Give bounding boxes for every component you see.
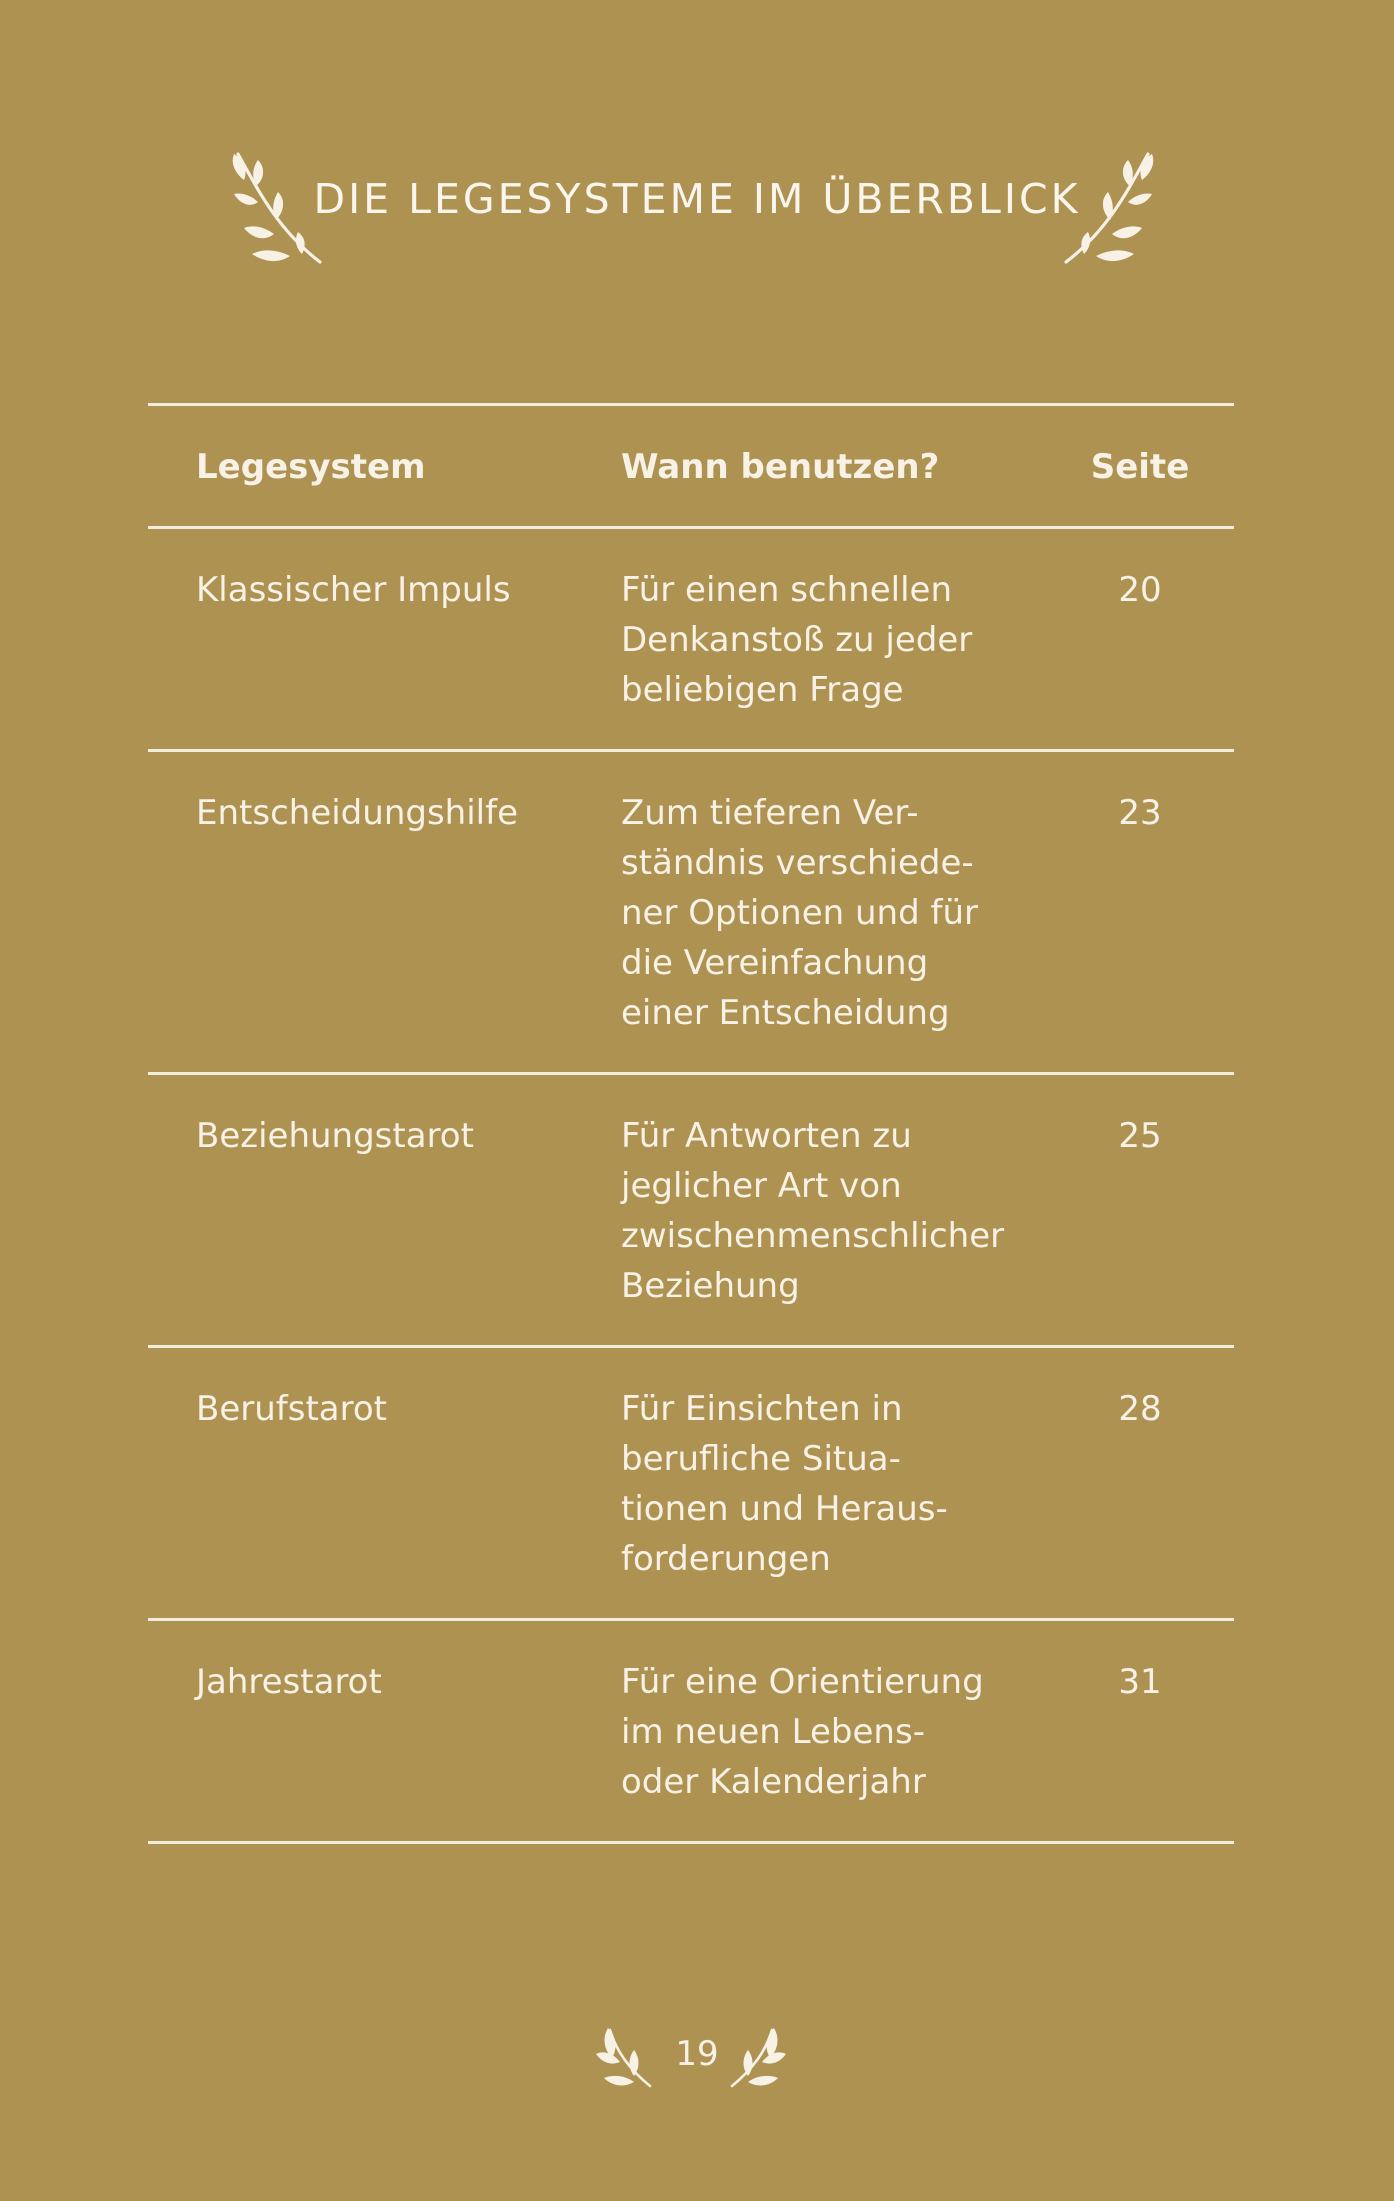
system-name: Beziehungstarot [196,1116,474,1156]
page-reference: 28 [1118,1389,1162,1429]
usage-description [621,565,1061,715]
usage-description [621,1657,1061,1807]
table-row [148,752,1234,1072]
usage-line: Zum tieferen Ver- [621,793,919,833]
page-reference: 23 [1118,793,1162,833]
table-header-row [148,406,1234,526]
column-header-system: Legesystem [196,447,426,487]
page-reference: 31 [1118,1662,1162,1702]
usage-line: Für einen schnellen [621,570,953,610]
usage-line: Für Einsichten in [621,1389,903,1429]
usage-line: ständnis verschiede- [621,843,974,883]
usage-line: jeglicher Art von [621,1166,902,1206]
system-name: Klassischer Impuls [196,570,511,610]
page-header [0,150,1394,270]
usage-line: beliebigen Frage [621,670,904,710]
table-rule [148,1841,1234,1844]
usage-line: berufliche Situa- [621,1439,901,1479]
system-name: Berufstarot [196,1389,387,1429]
page-reference: 25 [1118,1116,1162,1156]
system-name: Entscheidungshilfe [196,793,518,833]
usage-line: im neuen Lebens- [621,1712,925,1752]
table-row [148,1075,1234,1345]
usage-line: Denkanstoß zu jeder [621,620,973,660]
usage-line: Beziehung [621,1266,800,1306]
column-header-usage: Wann benutzen? [621,447,940,487]
table-row [148,529,1234,749]
column-header-page: Seite [1090,447,1190,487]
usage-line: oder Kalenderjahr [621,1762,926,1802]
page-reference: 20 [1118,570,1162,610]
usage-line: ner Optionen und für [621,893,978,933]
usage-line: Für eine Orientierung [621,1662,984,1702]
laurel-branch-icon [1062,150,1158,266]
usage-description [621,788,1061,1038]
usage-line: die Vereinfachung [621,943,929,983]
page-title: DIE LEGESYSTEME IM ÜBERBLICK [313,175,1081,223]
usage-description [621,1111,1061,1311]
usage-line: tionen und Heraus- [621,1489,948,1529]
leaf-sprig-icon [728,2024,788,2090]
usage-line: Für Antworten zu [621,1116,912,1156]
usage-line: einer Entscheidung [621,993,950,1033]
table-row [148,1621,1234,1841]
table-row [148,1348,1234,1618]
page-footer [0,2024,1394,2094]
usage-line: forderungen [621,1539,831,1579]
overview-table [148,403,1234,1844]
usage-line: zwischenmenschlicher [621,1216,1005,1256]
page-number: 19 [675,2034,719,2074]
usage-description [621,1384,1061,1584]
system-name: Jahrestarot [196,1662,382,1702]
